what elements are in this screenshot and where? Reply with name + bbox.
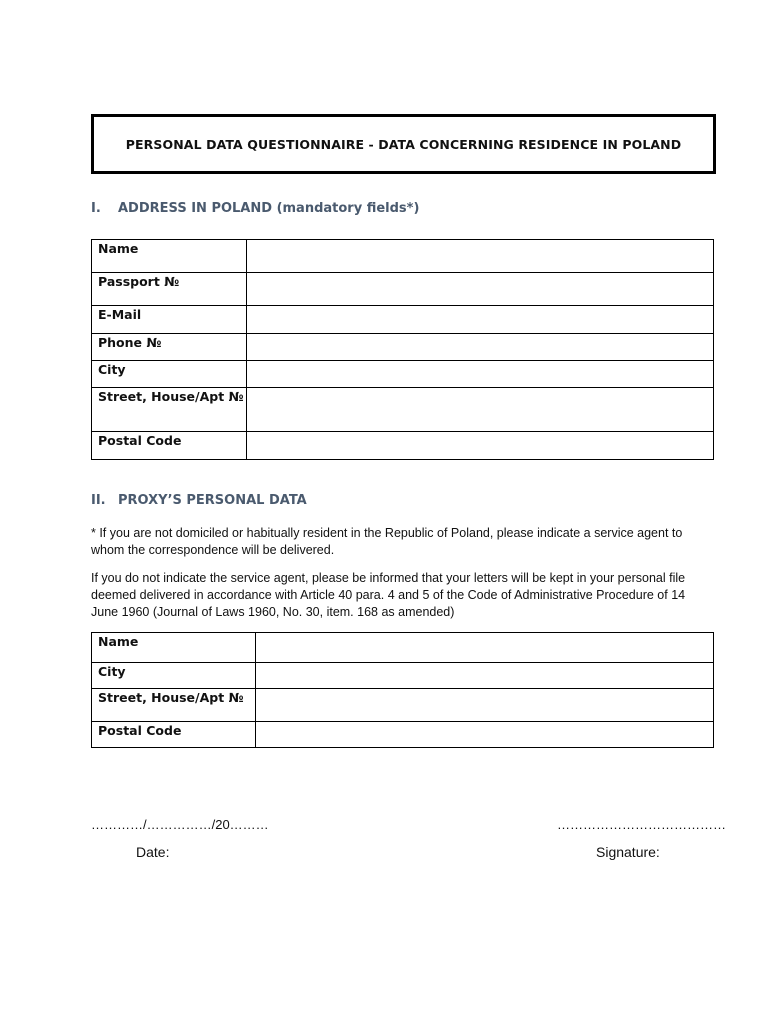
table-row (92, 306, 714, 334)
section-2-heading (91, 493, 307, 508)
email-label: E-Mail (92, 306, 247, 334)
phone-field[interactable] (247, 334, 714, 361)
form-title: PERSONAL DATA QUESTIONNAIRE - DATA CONCERNING RESIDENCE IN POLAND (125, 136, 682, 152)
proxy-postal-code-label: Postal Code (92, 722, 256, 748)
table-row (92, 633, 714, 663)
date-label: Date: (136, 844, 170, 860)
street-label: Street, House/Apt № (92, 388, 247, 432)
passport-field[interactable] (247, 273, 714, 306)
postal-code-label: Postal Code (92, 432, 247, 460)
proxy-postal-code-field[interactable] (256, 722, 714, 748)
name-label: Name (92, 240, 247, 273)
city-field[interactable] (247, 361, 714, 388)
name-field[interactable] (247, 240, 714, 273)
table-row (92, 432, 714, 460)
section-1-number: I. (91, 201, 101, 216)
table-row (92, 334, 714, 361)
delivery-notice: If you do not indicate the service agent, please be informed that your letters will be kept in your personal file deemed delivered in accordance with Article 40 para. 4 and 5 of the Code of Administrative Procedure of 14 June 1960 (Journal of Laws 1960, No. 30, item. 168 as amended) (91, 571, 686, 619)
proxy-table (91, 632, 714, 748)
phone-label: Phone № (92, 334, 247, 361)
table-row (92, 240, 714, 273)
passport-label: Passport № (92, 273, 247, 306)
section-2-title: PROXY’S PERSONAL DATA (118, 493, 307, 508)
address-table (91, 239, 714, 460)
table-row (92, 361, 714, 388)
table-row (92, 689, 714, 722)
service-agent-note: * If you are not domiciled or habitually resident in the Republic of Poland, please indicate a service agent to whom the correspondence will be delivered. (91, 526, 683, 557)
section-2-number: II. (91, 493, 106, 508)
proxy-name-label: Name (92, 633, 256, 663)
signature-label: Signature: (596, 844, 660, 860)
form-title-box (91, 114, 716, 174)
date-line[interactable]: …………/……………/20……… (91, 817, 269, 832)
street-field[interactable] (247, 388, 714, 432)
table-row (92, 722, 714, 748)
table-row (92, 388, 714, 432)
postal-code-field[interactable] (247, 432, 714, 460)
proxy-name-field[interactable] (256, 633, 714, 663)
signature-line[interactable]: ………………………………… (557, 817, 726, 832)
section-1-heading (91, 201, 419, 216)
email-field[interactable] (247, 306, 714, 334)
table-row (92, 663, 714, 689)
proxy-street-field[interactable] (256, 689, 714, 722)
table-row (92, 273, 714, 306)
city-label: City (92, 361, 247, 388)
proxy-street-label: Street, House/Apt № (92, 689, 256, 722)
section-1-title: ADDRESS IN POLAND (mandatory fields*) (118, 201, 420, 216)
proxy-city-field[interactable] (256, 663, 714, 689)
proxy-city-label: City (92, 663, 256, 689)
